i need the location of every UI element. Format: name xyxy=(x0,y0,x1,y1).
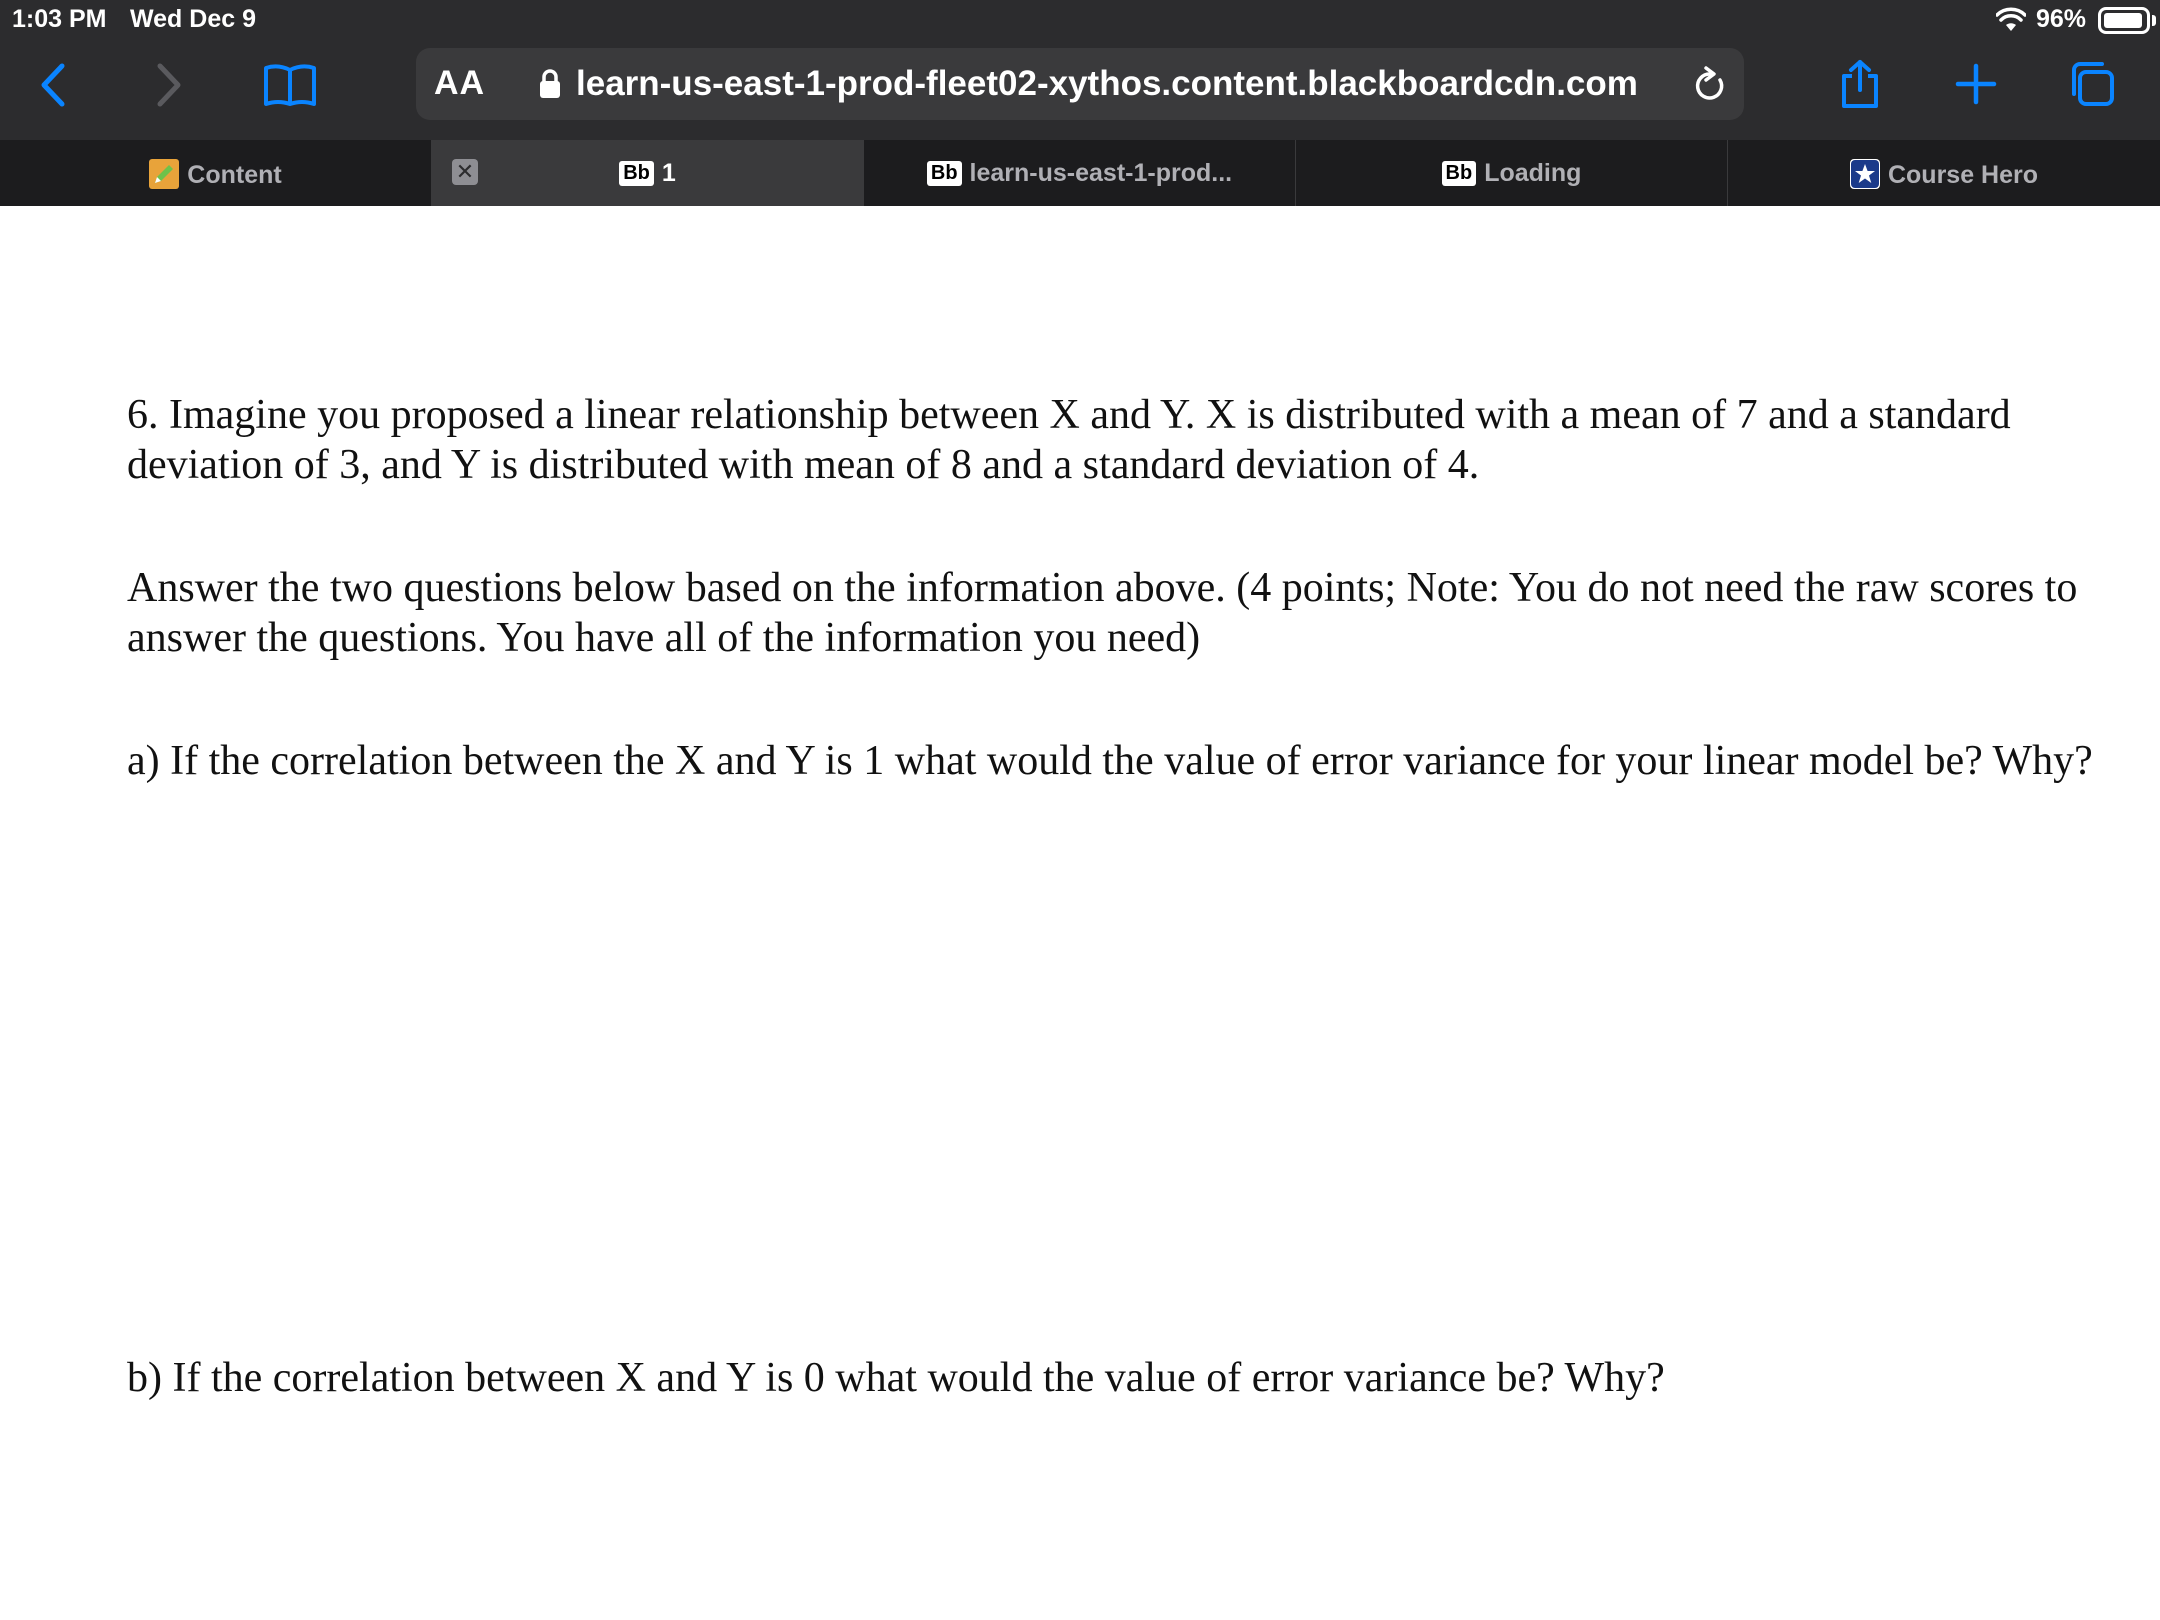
blackboard-icon: Bb xyxy=(927,161,962,186)
battery-icon xyxy=(2098,7,2150,34)
tab-bar xyxy=(0,140,2160,206)
tab-active[interactable] xyxy=(432,140,864,206)
tabs-icon[interactable] xyxy=(2066,58,2116,110)
tab-label: Loading xyxy=(1484,159,1582,187)
plus-icon[interactable] xyxy=(1952,58,2000,110)
battery-nub xyxy=(2152,15,2156,26)
battery-percent: 96% xyxy=(2036,5,2087,33)
star-icon xyxy=(1850,159,1880,189)
wifi-icon xyxy=(1996,7,2026,33)
tab-loading[interactable] xyxy=(1296,140,1728,206)
question-6-text: 6. Imagine you proposed a linear relationship between X and Y. X is distributed with a mean of 7 and a standard deviation of 3, and Y is distributed with mean of 8 and a standard deviation of 4. xyxy=(127,392,2011,488)
document-page xyxy=(0,206,2160,1620)
reload-icon[interactable] xyxy=(1692,66,1728,109)
bookmarks-icon[interactable] xyxy=(262,62,318,108)
address-bar[interactable] xyxy=(416,48,1744,120)
url-text[interactable]: learn-us-east-1-prod-fleet02-xythos.content.blackboardcdn.com xyxy=(576,64,1638,103)
status-time: 1:03 PM xyxy=(12,5,107,33)
blackboard-icon: Bb xyxy=(1442,161,1477,186)
browser-toolbar xyxy=(0,40,2160,140)
share-icon[interactable] xyxy=(1838,58,1882,110)
chevron-right-icon[interactable] xyxy=(148,62,188,108)
status-bar xyxy=(0,0,2160,40)
status-date: Wed Dec 9 xyxy=(130,5,256,33)
tab-label: Content xyxy=(187,161,282,189)
part-a-text: a) If the correlation between the X and Y is 1 what would the value of error variance for your linear model be? Why? xyxy=(127,738,2093,784)
tab-label: Course Hero xyxy=(1887,161,2039,189)
lock-icon xyxy=(538,68,562,105)
pencil-icon xyxy=(149,159,179,189)
instructions-text: Answer the two questions below based on the information above. (4 points; Note: You do not need the raw scores to answer the questions. You have all of the information you need) xyxy=(127,565,2078,661)
tab-course-hero[interactable] xyxy=(1728,140,2160,206)
part-b-text: b) If the correlation between X and Y is 0 what would the value of error variance be? Why? xyxy=(127,1355,1665,1401)
close-icon[interactable]: ✕ xyxy=(452,159,478,185)
tab-label: 1 xyxy=(661,159,676,187)
reader-button[interactable]: AA xyxy=(434,64,486,102)
blackboard-icon: Bb xyxy=(619,161,654,186)
tab-content[interactable] xyxy=(0,140,432,206)
tab-learn[interactable] xyxy=(864,140,1296,206)
tab-label: learn-us-east-1-prod... xyxy=(969,159,1233,187)
chevron-left-icon[interactable] xyxy=(34,62,74,108)
